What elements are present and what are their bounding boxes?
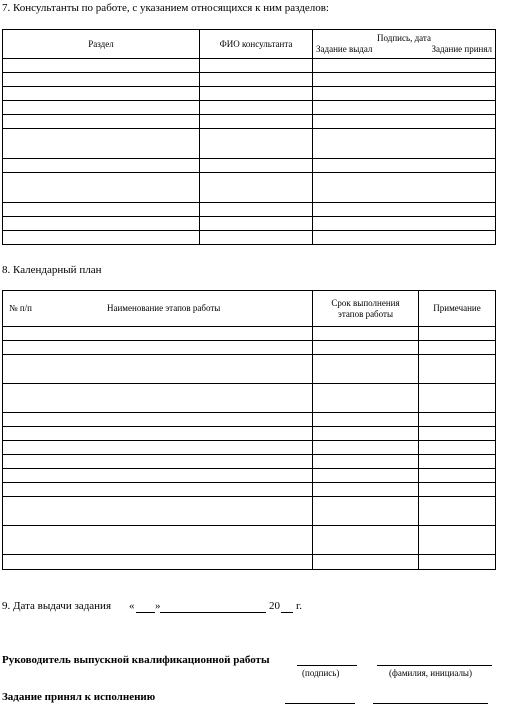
table-row: [3, 159, 496, 173]
year-suffix: г.: [296, 600, 303, 612]
table-row: [3, 73, 496, 87]
issue-date-label: 9. Дата выдачи задания: [2, 600, 112, 612]
table-row: [3, 555, 496, 570]
table-row: [3, 341, 496, 355]
consultants-table: [2, 29, 496, 245]
header-stages-cell: [3, 291, 313, 327]
header-deadline-line2: этапов работы: [337, 308, 394, 319]
table-row: [3, 59, 496, 73]
quote-open: «: [129, 600, 135, 612]
year-prefix: 20: [269, 600, 280, 612]
accepted-signature-blank[interactable]: [285, 703, 355, 704]
table-row: [3, 115, 496, 129]
header-num: № п/п: [9, 303, 32, 313]
header-issued: Задание выдал: [316, 44, 373, 54]
header-sign-label: Подпись, дата: [377, 33, 431, 43]
month-blank[interactable]: [160, 612, 266, 613]
header-stages: Наименование этапов работы: [107, 303, 221, 313]
table-row: [3, 384, 496, 413]
table-row: [3, 427, 496, 441]
accepted-label: Задание принял к исполнению: [2, 691, 156, 703]
header-accepted: Задание принял: [431, 44, 493, 54]
table-row: [3, 455, 496, 469]
table-row: [3, 327, 496, 341]
calendar-plan-table: [2, 290, 496, 570]
header-deadline: [313, 291, 419, 327]
quote-close: »: [155, 600, 161, 612]
section-8-title: 8. Календарный план: [2, 264, 102, 276]
signature-hint: (подпись): [302, 668, 340, 678]
supervisor-name-blank[interactable]: [377, 665, 492, 666]
table-row: [3, 173, 496, 203]
table-row: [3, 441, 496, 455]
table-row: [3, 413, 496, 427]
table-row: [3, 355, 496, 384]
table-row: [3, 203, 496, 217]
header-section: Раздел: [3, 30, 200, 59]
year-blank[interactable]: [281, 612, 293, 613]
section-7-title: 7. Консультанты по работе, с указанием относящихся к ним разделов:: [2, 2, 329, 14]
table-row: [3, 87, 496, 101]
table-row: [3, 483, 496, 497]
table-row: [3, 217, 496, 231]
table-row: [3, 526, 496, 555]
accepted-name-blank[interactable]: [373, 703, 488, 704]
header-sign: [313, 30, 496, 59]
header-deadline-line1: Срок выполнения: [331, 297, 400, 308]
header-consultant: ФИО консультанта: [200, 30, 313, 59]
table-row: [3, 129, 496, 159]
supervisor-label: Руководитель выпускной квалификационной работы: [2, 654, 270, 666]
day-blank[interactable]: [136, 612, 155, 613]
supervisor-signature-blank[interactable]: [297, 665, 357, 666]
table-row: [3, 469, 496, 483]
table-row: [3, 497, 496, 526]
table-row: [3, 231, 496, 245]
table-row: [3, 101, 496, 115]
name-hint: (фамилия, инициалы): [389, 668, 472, 678]
header-note: Примечание: [419, 291, 496, 327]
